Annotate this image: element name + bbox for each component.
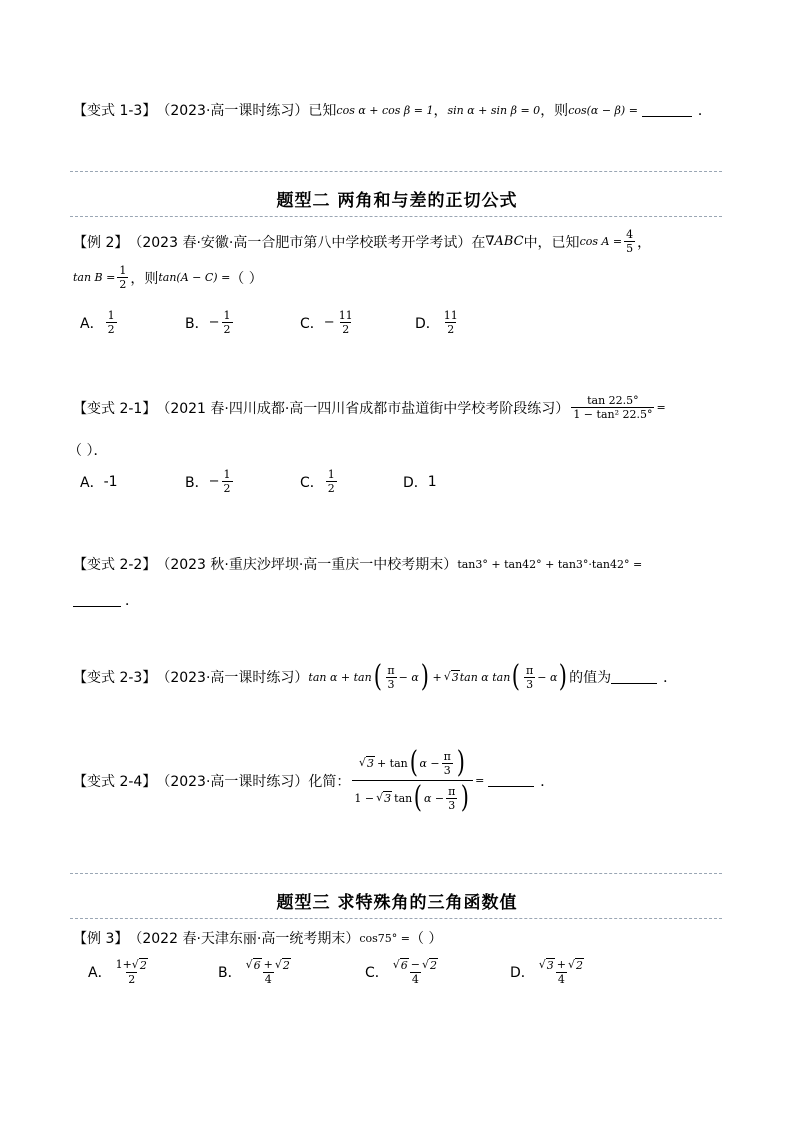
answer-paren[interactable]: （ ）．: [68, 443, 108, 459]
answer-line: [73, 590, 139, 610]
tan-fraction: $\frac{\tan 22.5^\circ}{\text{1 − tan² 22.5°}}$: [573, 394, 653, 421]
tan-expression-part1: tan α + tan: [308, 670, 372, 684]
option-d[interactable]: D． 1: [403, 474, 437, 491]
option-a[interactable]: A． -1: [80, 474, 118, 491]
answer-blank[interactable]: [488, 774, 534, 787]
problem-label: 【变式 2-1】: [73, 400, 157, 417]
minus-alpha: − α: [537, 670, 558, 684]
problem-source: （2021 春·四川成都·高一四川省成都市盐道街中学校考阶段练习）: [156, 400, 570, 417]
condition-cos: cos α + cos β = 1: [336, 103, 434, 117]
problem-source: （2023·高一课时练习）已知: [156, 103, 337, 119]
option-c[interactable]: C． √ 6 − √ 2 4: [365, 958, 438, 986]
period: ．: [697, 103, 712, 119]
section-divider-bottom: [70, 216, 722, 217]
ask-text: 的值为: [569, 670, 612, 686]
answer-paren[interactable]: （ ）: [230, 270, 263, 287]
separator: ，: [637, 234, 652, 251]
equals: =: [475, 774, 485, 787]
target-expression: cos(α − β) =: [568, 103, 638, 117]
period: ．: [663, 670, 678, 686]
option-d[interactable]: D． $\frac{11}{2}$: [415, 309, 458, 336]
condition-sin: sin α + sin β = 0: [447, 103, 541, 117]
answer-blank[interactable]: [642, 104, 692, 117]
left-paren: (: [512, 659, 521, 694]
problem-variant-2-1: [73, 394, 666, 421]
plus: +: [432, 670, 442, 684]
option-b[interactable]: B． √ 6 + √ 2 4: [218, 958, 290, 986]
section-title-3: 题型三 求特殊角的三角函数值: [276, 893, 518, 913]
tan-sum-expression: tan3° + tan42° + tan3°·tan42° =: [457, 557, 643, 571]
option-a[interactable]: A． $\frac{1}{2}$: [80, 309, 115, 336]
pi-over-3: $\frac{\pi}{3}$: [387, 663, 395, 691]
option-c[interactable]: C． $\frac{1}{2}$: [300, 468, 335, 495]
problem-variant-1-3: [73, 100, 712, 120]
equals: =: [656, 401, 666, 414]
sqrt-3: √ 3: [443, 670, 459, 684]
option-d[interactable]: D． √ 3 + √ 2 4: [510, 958, 584, 986]
problem-variant-2-4: [73, 745, 555, 815]
tanB-fraction: $\frac{1}{2}$: [119, 264, 127, 291]
period: ．: [540, 773, 555, 790]
option-a[interactable]: A． 1+ √ 2 2: [88, 958, 147, 986]
period: ．: [125, 593, 139, 609]
ask-text: ，则: [130, 270, 159, 287]
option-b[interactable]: B． − $\frac{1}{2}$: [185, 468, 231, 495]
problem-source: （2023 秋·重庆沙坪坝·高一重庆一中校考期末）: [156, 557, 458, 573]
right-paren: ): [559, 659, 568, 694]
option-b[interactable]: B． − $\frac{1}{2}$: [185, 309, 231, 336]
problem-source: （2023·高一课时练习）化简：: [156, 773, 351, 790]
problem-source: （2023·高一课时练习）: [156, 670, 309, 686]
cosA-expression: cos A =: [579, 235, 623, 248]
tanB-expression: tan B =: [73, 271, 116, 284]
problem-example-2: [73, 228, 651, 255]
problem-label: 【例 3】: [73, 931, 129, 947]
left-paren: (: [373, 659, 382, 694]
problem-label: 【变式 1-3】: [73, 103, 157, 119]
section-divider-top: [70, 171, 722, 172]
cos75-expression: cos75° =: [359, 931, 410, 945]
section-divider-top: [70, 873, 722, 874]
section-title-2: 题型二 两角和与差的正切公式: [276, 191, 518, 211]
answer-blank[interactable]: [73, 594, 121, 607]
answer-blank[interactable]: [611, 671, 657, 684]
tan-expression-part2: tan α tan: [459, 670, 511, 684]
problem-example-3: [73, 928, 442, 948]
triangle-symbol: ∇ABC: [485, 234, 524, 249]
problem-variant-2-2: [73, 554, 642, 574]
separator: ，: [433, 103, 448, 119]
answer-paren-line[interactable]: [68, 440, 108, 460]
target-expression: tan(A − C) =: [158, 271, 231, 284]
pi-over-3: $\frac{\pi}{3}$: [526, 663, 534, 691]
problem-variant-2-3: [73, 659, 678, 694]
given-text: 中，已知: [523, 234, 580, 251]
section-divider-bottom: [70, 918, 722, 919]
problem-label: 【例 2】: [73, 234, 129, 251]
ask-text: ，则: [540, 103, 569, 119]
problem-label: 【变式 2-3】: [73, 670, 157, 686]
answer-paren[interactable]: （ ）: [409, 931, 443, 947]
right-paren: ): [420, 659, 429, 694]
problem-example-2-cont: [73, 264, 263, 291]
problem-label: 【变式 2-2】: [73, 557, 157, 573]
problem-source: （2023 春·安徽·高一合肥市第八中学校联考开学考试）在: [128, 234, 486, 251]
problem-source: （2022 春·天津东丽·高一统考期末）: [128, 931, 360, 947]
problem-label: 【变式 2-4】: [73, 773, 157, 790]
minus-alpha: − α: [398, 670, 419, 684]
cosA-fraction: $\frac{4}{5}$: [626, 228, 634, 255]
simplify-fraction: √ 3 + tan ( α − $\frac{\pi}{3}$ ) 1 − √ 3 tan ( α − $\frac{\pi}{3}$ ): [352, 748, 473, 813]
option-c[interactable]: C． − $\frac{11}{2}$: [300, 309, 353, 336]
